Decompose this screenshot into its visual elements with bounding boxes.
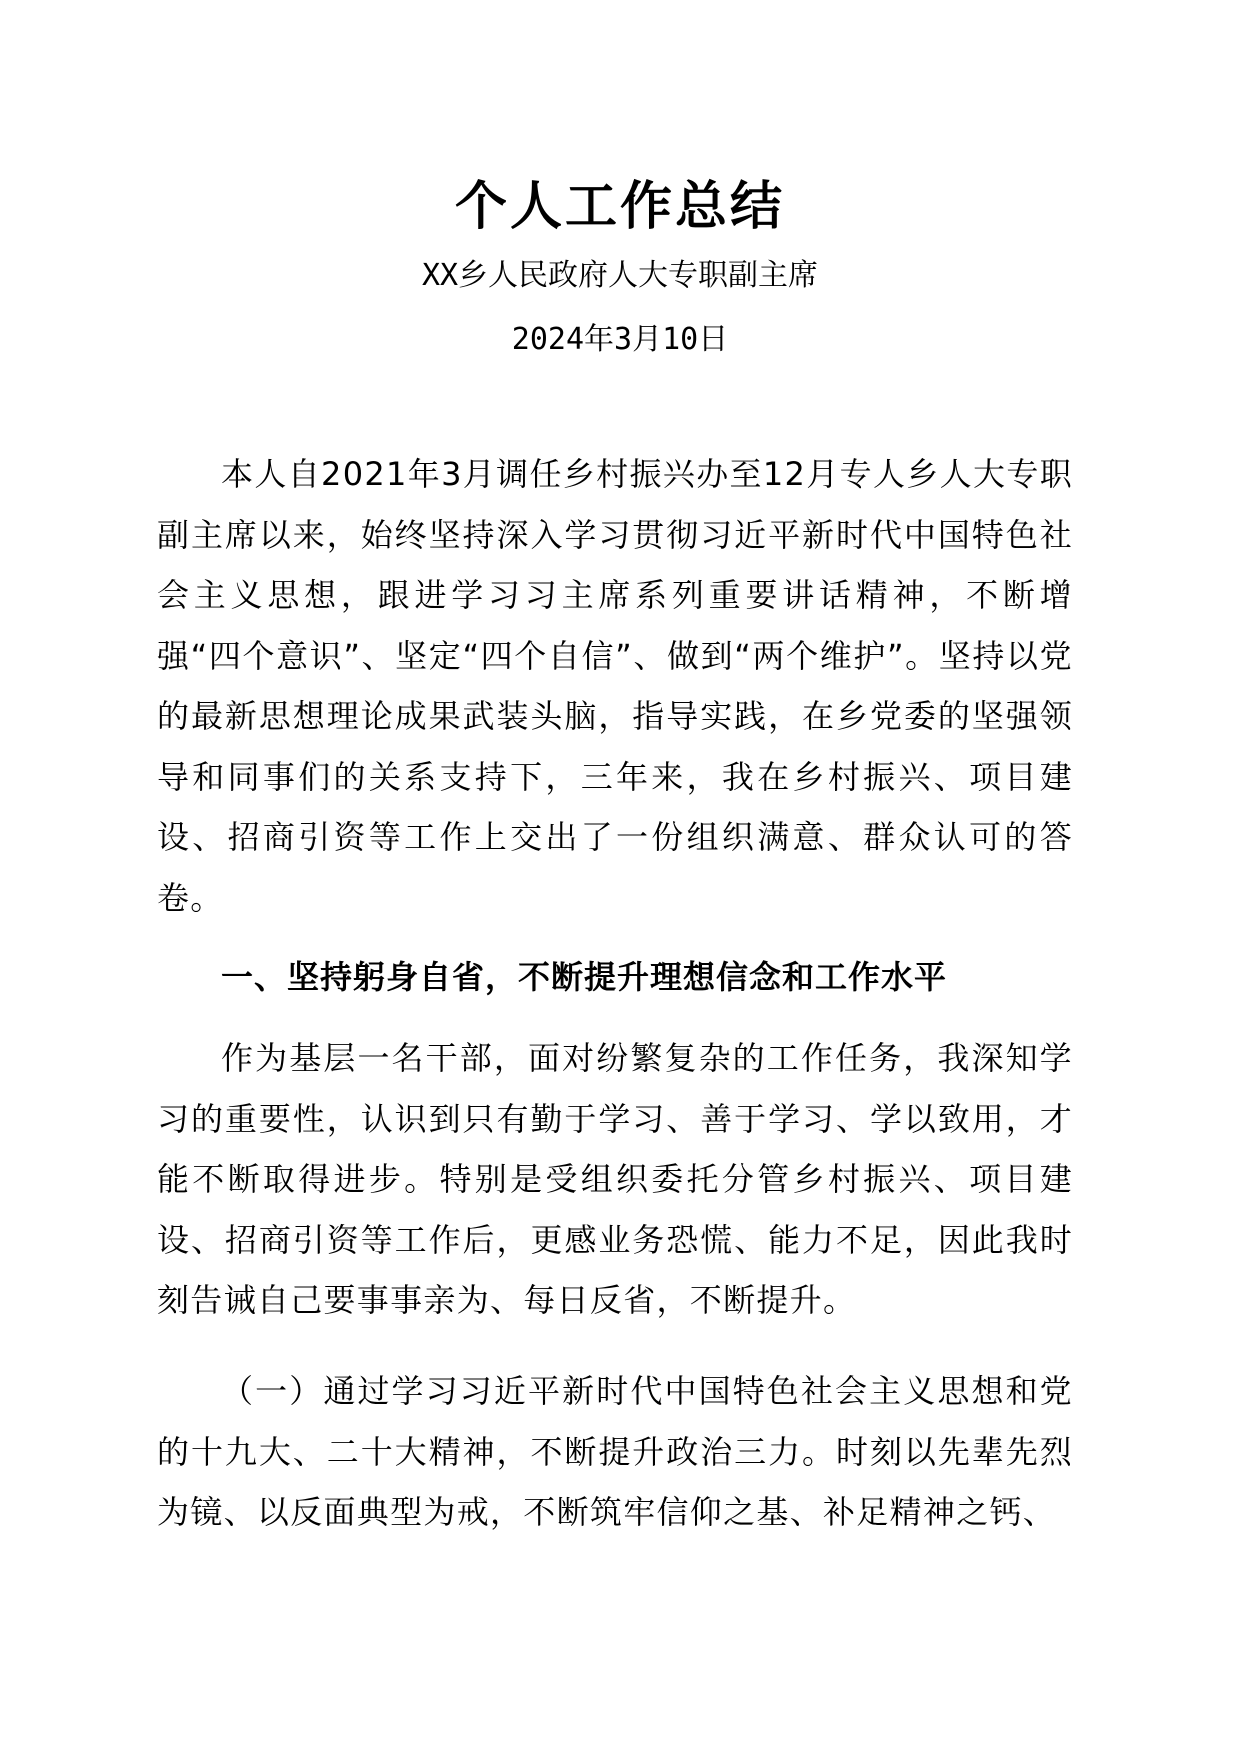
document-date: 2024年3月10日 [511,322,729,357]
intro-paragraph: 本人自2021年3月调任乡村振兴办至12月专人乡人大专职副主席以来，始终坚持深入学习贯彻习近平新时代中国特色社会主义思想，跟进学习习主席系列重要讲话精神，不断增强“四个意识”、坚定“四个自信”、做到“两个维护”。坚持以党的最新思想理论成果武装头脑，指导实践，在乡党委的坚强领导和同事们的关系支持下，三年来，我在乡村振兴、项目建设、招商引资等工作上交出了一份组织满意、群众认可的答卷。 [157,455,1073,917]
document-author: XX乡人民政府人大专职副主席 [421,258,819,293]
section-heading-1: 一、坚持躬身自省，不断提升理想信念和工作水平 [221,958,948,996]
section-1-paragraph: 作为基层一名干部，面对纷繁复杂的工作任务，我深知学习的重要性，认识到只有勤于学习、善于学习、学以致用，才能不断取得进步。特别是受组织委托分管乡村振兴、项目建设、招商引资等工作后，更感业务恐慌、能力不足，因此我时刻告诫自己要事事亲为、每日反省，不断提升。 [157,1039,1073,1319]
subsection-1-paragraph: （一）通过学习习近平新时代中国特色社会主义思想和党的十九大、二十大精神，不断提升政治三力。时刻以先辈先烈为镜、以反面典型为戒，不断筑牢信仰之基、补足精神之钙、 [157,1372,1073,1531]
document-title: 个人工作总结 [454,176,785,237]
